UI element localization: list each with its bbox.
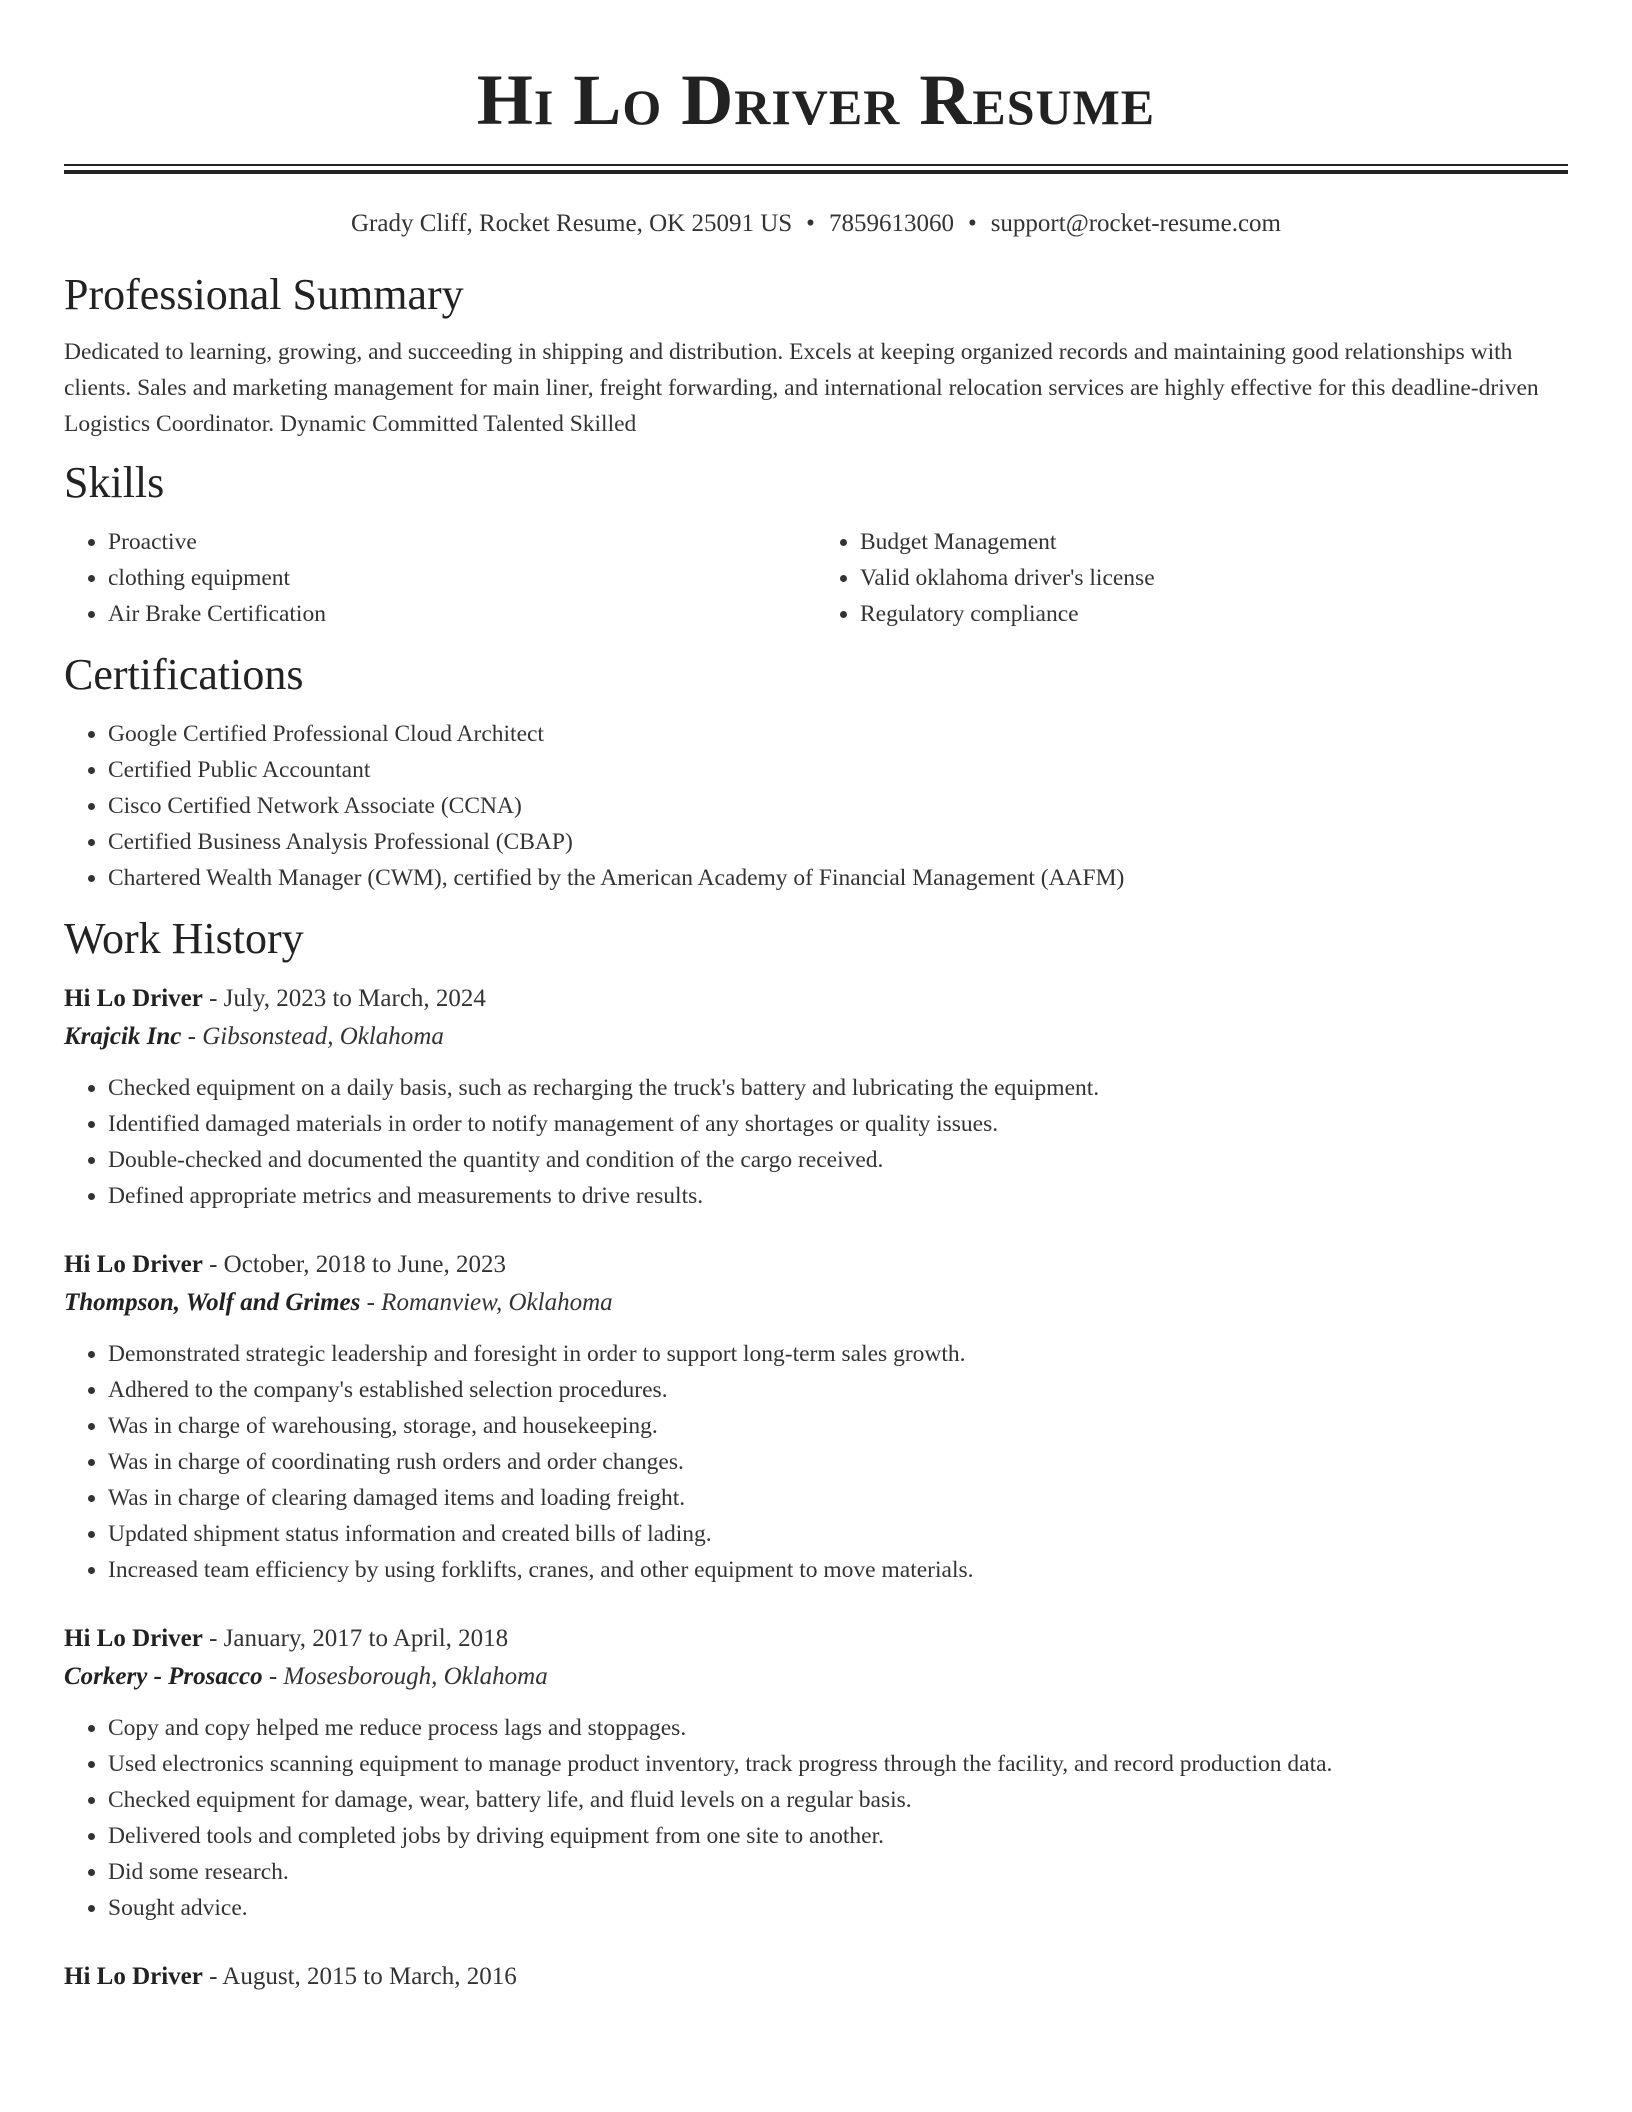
- job-location: - Gibsonstead, Oklahoma: [181, 1023, 444, 1050]
- job-duties-list: [64, 1336, 1568, 1588]
- skill-item: • Budget Management: [860, 524, 1568, 560]
- contact-address: Grady Cliff, Rocket Resume, OK 25091 US: [351, 210, 793, 237]
- certifications-list: [64, 716, 1568, 896]
- job-company-line: [64, 1284, 1568, 1322]
- certification-item: • Certified Public Accountant: [108, 752, 1568, 788]
- contact-line: [64, 208, 1568, 240]
- resume-title: Hi Lo Driver Resume: [476, 60, 1156, 140]
- job-duty: • Identified damaged materials in order to notify management of any shortages or quality issues.: [108, 1106, 1568, 1142]
- job-duty: • Double-checked and documented the quantity and condition of the cargo received.: [108, 1142, 1568, 1178]
- job-dates: - August, 2015 to March, 2016: [202, 1963, 517, 1990]
- job-location: - Mosesborough, Oklahoma: [262, 1663, 548, 1690]
- certification-item: • Certified Business Analysis Professional (CBAP): [108, 824, 1568, 860]
- job-entry: [64, 1620, 1568, 1926]
- job-role: Hi Lo Driver: [64, 1963, 203, 1990]
- skills-list-right: [816, 524, 1568, 632]
- job-duty: • Used electronics scanning equipment to manage product inventory, track progress through the facility, and record production data.: [108, 1746, 1568, 1782]
- job-duty: • Checked equipment for damage, wear, battery life, and fluid levels on a regular basis.: [108, 1782, 1568, 1818]
- job-company: Corkery - Prosacco: [64, 1663, 263, 1690]
- job-duty: • Updated shipment status information and created bills of lading.: [108, 1516, 1568, 1552]
- skills-list-left: [64, 524, 816, 632]
- job-duty: • Checked equipment on a daily basis, such as recharging the truck's battery and lubricating the equipment.: [108, 1070, 1568, 1106]
- job-duties-list: [64, 1710, 1568, 1926]
- skills-heading: Skills: [64, 458, 165, 507]
- job-duty: • Defined appropriate metrics and measurements to drive results.: [108, 1178, 1568, 1214]
- job-title-line: [64, 1620, 1568, 1658]
- job-duties-list: [64, 1070, 1568, 1214]
- job-entry: [64, 1958, 1568, 1996]
- job-duty: • Copy and copy helped me reduce process lags and stoppages.: [108, 1710, 1568, 1746]
- job-duty: • Demonstrated strategic leadership and foresight in order to support long-term sales growth.: [108, 1336, 1568, 1372]
- job-title-line: [64, 1246, 1568, 1284]
- certifications-heading: Certifications: [64, 650, 304, 699]
- title-divider: [64, 164, 1568, 174]
- job-role: Hi Lo Driver: [64, 985, 203, 1012]
- job-dates: - July, 2023 to March, 2024: [202, 985, 486, 1012]
- skill-item: • Valid oklahoma driver's license: [860, 560, 1568, 596]
- job-duty: • Did some research.: [108, 1854, 1568, 1890]
- skill-item: • Air Brake Certification: [108, 596, 816, 632]
- job-duty: • Was in charge of coordinating rush orders and order changes.: [108, 1444, 1568, 1480]
- contact-separator: •: [806, 210, 815, 237]
- job-role: Hi Lo Driver: [64, 1251, 203, 1278]
- job-role: Hi Lo Driver: [64, 1625, 203, 1652]
- contact-phone: 7859613060: [828, 210, 954, 237]
- job-title-line: [64, 980, 1568, 1018]
- summary-heading: Professional Summary: [64, 270, 464, 319]
- job-entry: [64, 1246, 1568, 1588]
- job-duty: • Increased team efficiency by using forklifts, cranes, and other equipment to move materials.: [108, 1552, 1568, 1588]
- contact-email: support@rocket-resume.com: [990, 210, 1281, 237]
- job-location: - Romanview, Oklahoma: [360, 1289, 613, 1316]
- work-history-heading: Work History: [64, 914, 304, 963]
- summary-text: Dedicated to learning, growing, and succeeding in shipping and distribution. Excels at keeping organized records and maintaining good relationships with clients. Sales and marketing management for main liner, freight forwarding, and international relocation services are highly effective for this deadline-driven Logistics Coordinator. Dynamic Committed Talented Skilled: [64, 339, 1539, 437]
- certification-item: • Cisco Certified Network Associate (CCNA): [108, 788, 1568, 824]
- job-dates: - October, 2018 to June, 2023: [202, 1251, 506, 1278]
- skills-grid: [64, 524, 1568, 632]
- job-entry: [64, 980, 1568, 1214]
- job-dates: - January, 2017 to April, 2018: [202, 1625, 509, 1652]
- job-duty: • Adhered to the company's established selection procedures.: [108, 1372, 1568, 1408]
- job-company-line: [64, 1018, 1568, 1056]
- job-title-line: [64, 1958, 1568, 1996]
- job-duty: • Was in charge of warehousing, storage, and housekeeping.: [108, 1408, 1568, 1444]
- skill-item: • clothing equipment: [108, 560, 816, 596]
- job-company: Thompson, Wolf and Grimes: [64, 1289, 361, 1316]
- job-duty: • Sought advice.: [108, 1890, 1568, 1926]
- certification-item: • Chartered Wealth Manager (CWM), certified by the American Academy of Financial Management (AAFM): [108, 860, 1568, 896]
- certification-item: • Google Certified Professional Cloud Architect: [108, 716, 1568, 752]
- skill-item: • Proactive: [108, 524, 816, 560]
- job-duty: • Delivered tools and completed jobs by driving equipment from one site to another.: [108, 1818, 1568, 1854]
- job-duty: • Was in charge of clearing damaged items and loading freight.: [108, 1480, 1568, 1516]
- contact-separator: •: [967, 210, 977, 237]
- job-company: Krajcik Inc: [64, 1023, 182, 1050]
- skill-item: • Regulatory compliance: [860, 596, 1568, 632]
- job-company-line: [64, 1658, 1568, 1696]
